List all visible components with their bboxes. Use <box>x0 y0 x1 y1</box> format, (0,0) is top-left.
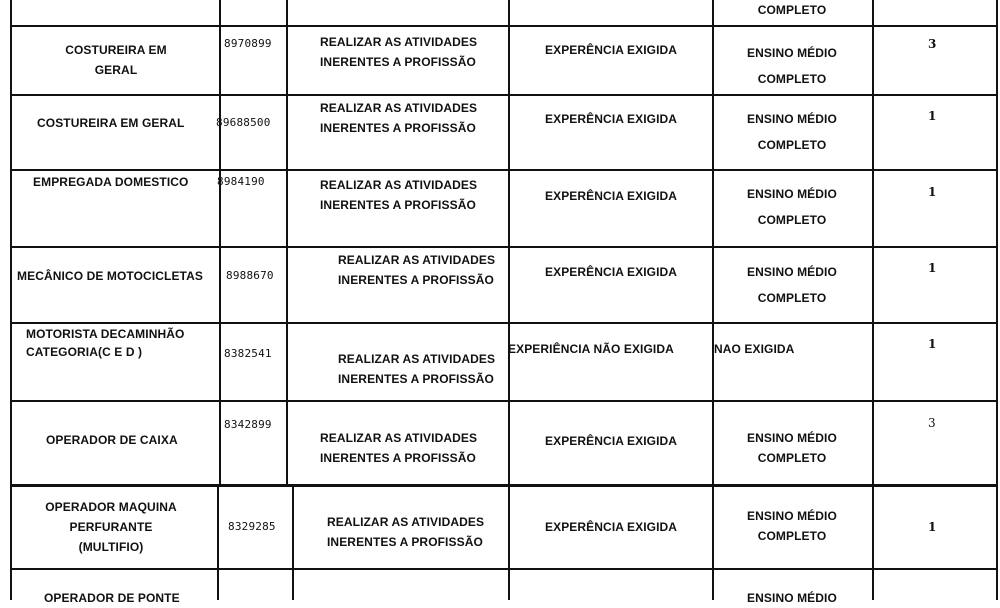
occupation-cell: OPERADOR DE CAIXA <box>46 433 178 447</box>
education-cell: ENSINO MÉDIO COMPLETO <box>747 46 837 86</box>
row-divider <box>10 246 998 248</box>
code-cell: 8970899 <box>224 37 272 50</box>
occupation-cell: OPERADOR DE PONTE <box>44 591 180 605</box>
education-cell: NAO EXIGIDA <box>714 342 795 356</box>
row-divider <box>10 25 998 27</box>
education-cell: ENSINO MÉDIO COMPLETO <box>747 187 837 227</box>
column-divider <box>217 486 219 600</box>
activities-cell: REALIZAR AS ATIVIDADES INERENTES A PROFISSÃO <box>327 515 485 549</box>
experience-cell: EXPERÊNCIA EXIGIDA <box>545 43 678 57</box>
experience-cell: EXPERÊNCIA EXIGIDA <box>545 265 678 279</box>
occupation-cell: OPERADOR MAQUINA PERFURANTE (MULTIFIO) <box>45 500 177 554</box>
column-divider <box>219 0 221 486</box>
occupation-cell: COSTUREIRA EM GERAL <box>65 43 167 77</box>
activities-cell: REALIZAR AS ATIVIDADES INERENTES A PROFISSÃO <box>320 178 478 212</box>
row-divider <box>10 400 998 402</box>
code-cell: 8329285 <box>228 520 276 533</box>
activities-cell: REALIZAR AS ATIVIDADES INERENTES A PROFISSÃO <box>320 101 478 135</box>
code-cell: 8382541 <box>224 347 272 360</box>
column-divider <box>712 0 714 600</box>
occupation-cell: COSTUREIRA EM GERAL <box>37 116 185 130</box>
education-cell: ENSINO MÉDIO COMPLETO <box>747 265 837 305</box>
column-divider <box>286 0 288 486</box>
experience-cell: EXPERÊNCIA EXIGIDA <box>545 189 678 203</box>
row-divider <box>10 484 998 487</box>
row-divider <box>10 568 998 570</box>
occupation-cell: MOTORISTA DECAMINHÃO CATEGORIA(C E D ) <box>26 327 185 359</box>
vacancies-cell: 1 <box>928 185 937 199</box>
vacancies-cell: 1 <box>928 520 937 534</box>
column-divider <box>10 0 12 600</box>
vacancies-cell: 3 <box>928 37 937 51</box>
experience-cell: EXPERÊNCIA EXIGIDA <box>545 434 678 448</box>
code-cell: 8988670 <box>226 269 274 282</box>
column-divider <box>292 486 294 600</box>
vacancies-cell: 1 <box>928 109 937 123</box>
column-divider <box>508 0 510 600</box>
activities-cell: REALIZAR AS ATIVIDADES INERENTES A PROFISSÃO <box>338 352 496 386</box>
column-divider <box>872 0 874 600</box>
vacancies-cell: 1 <box>928 261 937 275</box>
row-divider <box>10 94 998 96</box>
occupation-cell: EMPREGADA DOMESTICO <box>33 175 189 189</box>
column-divider <box>996 0 998 600</box>
row-divider <box>10 322 998 324</box>
vacancies-cell: 1 <box>928 337 937 351</box>
activities-cell: REALIZAR AS ATIVIDADES INERENTES A PROFISSÃO <box>320 35 478 69</box>
activities-cell: REALIZAR AS ATIVIDADES INERENTES A PROFISSÃO <box>320 431 478 465</box>
experience-cell: EXPERÊNCIA EXIGIDA <box>545 520 678 534</box>
row-divider <box>10 169 998 171</box>
code-cell: 8342899 <box>224 418 272 431</box>
experience-cell: EXPERÊNCIA EXIGIDA <box>545 112 678 126</box>
vacancies-cell: 3 <box>928 416 936 430</box>
code-cell: 8984190 <box>217 175 265 188</box>
education-cell: ENSINO MÉDIO COMPLETO <box>747 112 837 152</box>
activities-cell: REALIZAR AS ATIVIDADES INERENTES A PROFISSÃO <box>338 253 496 287</box>
education-cell: ENSINO MÉDIO COMPLETO <box>747 509 837 543</box>
education-cell: COMPLETO <box>757 3 827 17</box>
experience-cell: EXPERIÊNCIA NÃO EXIGIDA <box>508 342 674 356</box>
occupation-cell: MECÂNICO DE MOTOCICLETAS <box>17 269 203 283</box>
code-cell: 89688500 <box>216 116 271 129</box>
education-cell: ENSINO MÉDIO <box>747 591 837 605</box>
education-cell: ENSINO MÉDIO COMPLETO <box>747 431 837 465</box>
